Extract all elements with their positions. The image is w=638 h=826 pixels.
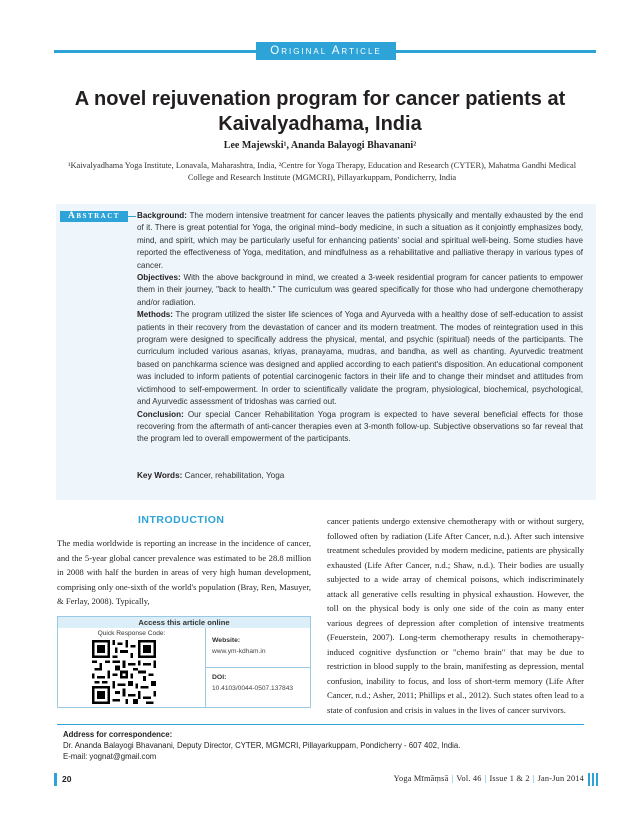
methods-label: Methods: (137, 310, 173, 320)
objectives-label: Objectives: (137, 273, 181, 283)
doi-label: DOI: (212, 674, 227, 681)
qr-cell (58, 628, 206, 708)
keywords-label: Key Words: (137, 471, 183, 480)
article-category-banner: Original Article (256, 42, 396, 60)
footer-stripes (588, 773, 598, 786)
article-authors: Lee Majewski¹, Ananda Balayogi Bhavanani² (223, 140, 417, 151)
access-article-box (57, 616, 311, 708)
methods-text: The program utilized the sister life sciences of Yoga and Ayurveda with a healthy dose of self-education to assist patients in their recovery from the devastation of cancer and its modern treatment. The modes of reintegration used in this program were designed to specifically address the physical, mental, and psychic (spiritual) needs of the participants. The curriculum included various asanas, kriyas, pranayama, mudras, and bandha, as well as chanting. Ayurvedic treatment based on panchkarma science was designed and applied according to each patient's disposition. An educational component was included to inform patients of potential carcinogenic factors in their life and to change their mindset and attitudes from victimhood to self-empowerment. In order to scientifically validate the program, physiological, biochemical, psychological, and Ayurvedic assessment of tridoshas was carried out. (137, 310, 583, 407)
doi-info (206, 668, 311, 692)
abstract-methods (137, 309, 583, 408)
qr-code-icon[interactable] (92, 640, 156, 704)
journal-name: Yoga Mīmāṃsā (393, 774, 449, 783)
page-number: 20 (62, 774, 72, 784)
journal-reference (394, 774, 584, 783)
website-link[interactable]: www.ym-kdham.in (212, 648, 266, 655)
correspondence-label: Address for correspondence: (63, 730, 173, 739)
abstract-conclusion (137, 409, 583, 446)
footer-accent-bar (54, 773, 57, 786)
abstract-rule (128, 216, 136, 217)
website-info (206, 628, 311, 668)
article-title: A novel rejuvenation program for cancer patients at Kaivalyadhama, India (74, 88, 566, 135)
intro-right-column: cancer patients undergo extensive chemotherapy with or without surgery, followed often by radiation (Life After Cancer, n.d.). After such intensive treatment schedules provided by modern medicine, patients are physically exhausted (Life After Cancer, n.d.; Shaw, n.d.). Their bodies are usually subjected to a wide array of chemical poisons, which indiscriminately attack all generative cells resulting in physical exhaustion. However, the toll on the physical body is only one side of the coin as many enter various degrees of depression after completion of intensive treatments (Feuerstein, 2007). Long-term chemotherapy results in chemotherapy-induced cognitive dysfunction or "chemo brain" that may be due to restriction in blood supply to the brain, manifesting as depression, mental confusion, inability to focus, and loss of short-term memory (Life After Cancer, n.d.; Asher, 2011; Phillips et al., 2012). Such states often lead to a state of confusion and crisis in values in the lives of cancer survivors. (327, 516, 584, 715)
journal-issue: Issue 1 & 2 (489, 774, 530, 783)
abstract-objectives (137, 272, 583, 309)
introduction-heading: INTRODUCTION (138, 514, 225, 526)
keywords (137, 471, 583, 480)
separator: | (484, 774, 487, 783)
abstract-background (137, 210, 583, 272)
correspondence-block (63, 729, 593, 762)
conclusion-label: Conclusion: (137, 409, 184, 419)
page-footer (54, 773, 598, 787)
correspondence-rule (57, 724, 584, 725)
qr-label: Quick Response Code: (97, 630, 166, 637)
access-box-header: Access this article online (58, 617, 310, 628)
intro-left-column: The media worldwide is reporting an increase in the incidence of cancer, and the 5-year global cancer prevalence was estimated to be 28.8 million in 2008 with half the burden in areas of very high human development, comprising only one-sixth of the world's population (Bray, Ren, Masuyer, & Ferlay, 2008). Typically, (57, 538, 311, 606)
website-label: Website: (212, 637, 241, 644)
objectives-text: With the above background in mind, we created a 3-week residential program for cancer patients to empower them in their journey, "back to health." The curriculum was geared specifically for those who had undergone chemotherapy and/or radiation. (137, 273, 584, 307)
abstract-label: Abstract (60, 211, 128, 222)
correspondence-address: Dr. Ananda Balayogi Bhavanani, Deputy Director, CYTER, MGMCRI, Pillayarkuppam, Pondicherry - 607 402, India. (63, 741, 461, 750)
keywords-text: Cancer, rehabilitation, Yoga (184, 471, 285, 480)
journal-volume: Vol. 46 (456, 774, 482, 783)
author-affiliations: ¹Kaivalyadhama Yoga Institute, Lonavala, Maharashtra, India, ²Centre for Yoga Therapy, Education and Research (CYTER), Mahatma Gandhi Medical College and Research Institute (MGMCRI), Pillayarkuppam, Pondicherry, India (67, 161, 577, 182)
background-text: The modern intensive treatment for cancer leaves the patients physically and mentally exhausted by the end of it. There is great potential for Yoga, the original mind–body medicine, in such a situation as it conjointly emphasizes body, mind, and spirit, which may be particularly useful for enhancing patients' social and spiritual well-being. Some studies have reported the effectiveness of Yoga, meditation, and mindfulness as a rehabilitative and palliative therapy in various types of cancer. (137, 211, 583, 270)
abstract-body (137, 210, 583, 446)
correspondence-email[interactable]: E-mail: yognat@gmail.com (63, 752, 157, 761)
separator: | (451, 774, 454, 783)
journal-date: Jan-Jun 2014 (537, 774, 584, 783)
background-label: Background: (137, 211, 187, 220)
separator: | (532, 774, 535, 783)
doi-link[interactable]: 10.4103/0044-0507.137843 (212, 685, 294, 692)
article-info-cell (206, 628, 311, 708)
conclusion-text: Our special Cancer Rehabilitation Yoga program is expected to have several beneficial effects for those recovering from the aftermath of anti-cancer therapies even at 3-month follow-up. Subjective observations so far reveal that the program led to overall empowerment of the participants. (137, 409, 584, 444)
